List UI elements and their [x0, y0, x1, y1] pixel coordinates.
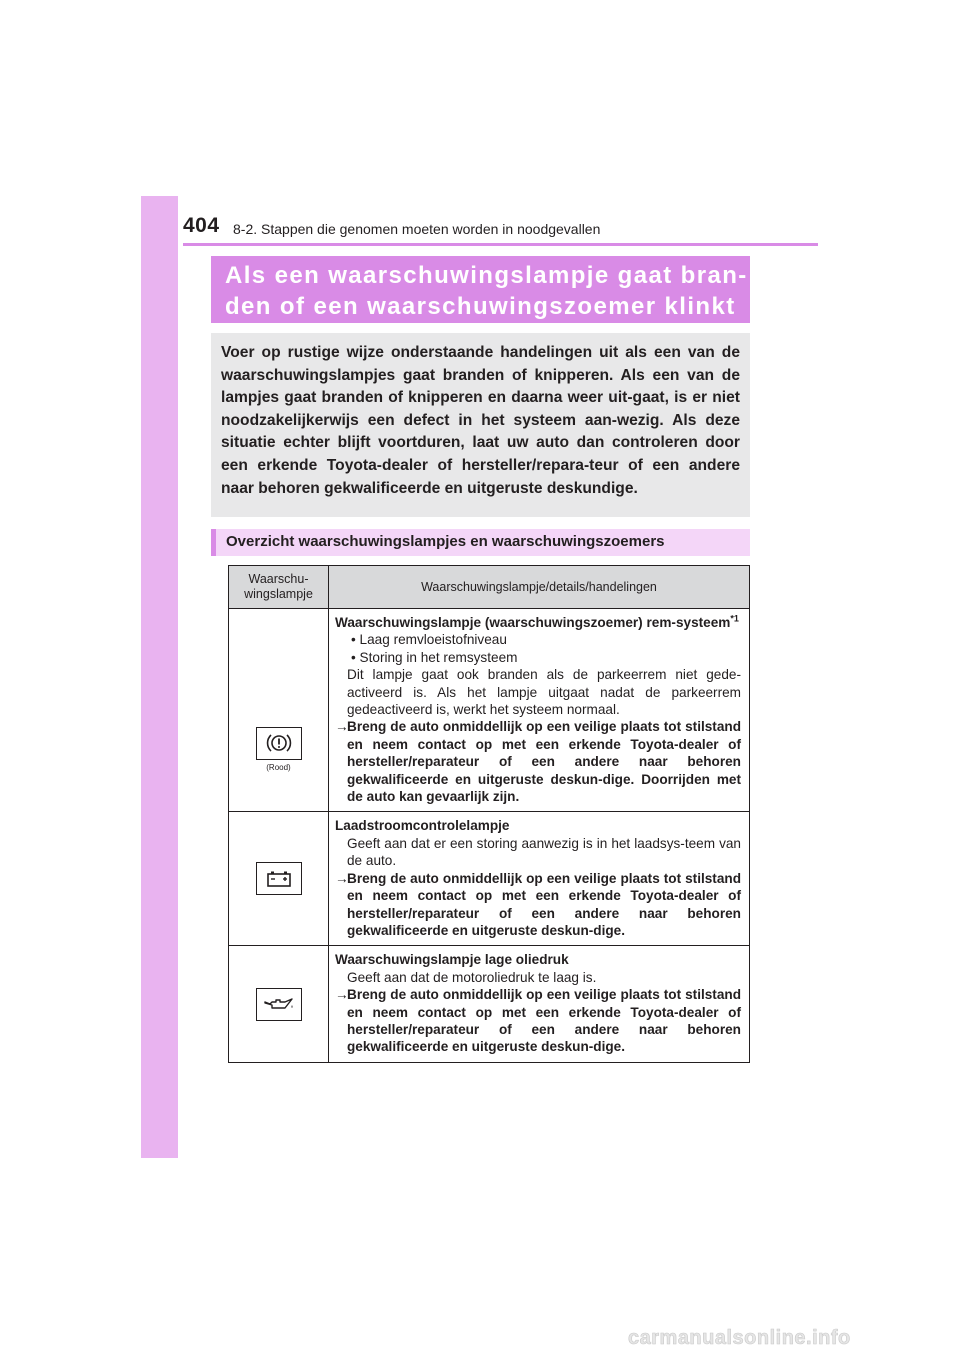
table-row	[229, 812, 750, 946]
bullet-item: Laag remvloeistofniveau	[359, 632, 507, 648]
footnote-marker: *1	[730, 613, 739, 624]
section-heading-line-2: den of een waarschuwingszoemer klinkt	[225, 293, 736, 320]
chapter-side-band	[141, 196, 178, 1158]
lamp-description: Geeft aan dat de motoroliedruk te laag is.	[347, 969, 597, 985]
intro-text: Voer op rustige wijze onderstaande handelingen uit als een van de waarschuwingslampjes gaat branden of knipperen. Als een van de lampjes gaat branden of knipperen en daarna weer uit-gaat, is er niet noodzakelijkerwijs een defect in het systeem aan-wezig. Als deze situatie echter blijft voortduren, laat uw auto dan controleren door een erkende Toyota-dealer of hersteller/repara-teur of een andere naar behoren gekwalificeerde en uitgeruste deskundige.	[221, 344, 740, 497]
brake-warning-icon	[256, 727, 302, 760]
lamp-cell	[229, 812, 329, 946]
lamp-title: Laadstroomcontrolelampje	[335, 818, 510, 834]
column-header-details: Waarschuwingslampje/details/handelingen	[329, 566, 750, 609]
page-number: 404	[183, 214, 220, 237]
lamp-description: Geeft aan dat er een storing aanwezig is in het laadsys-teem van de auto.	[347, 835, 741, 869]
sub-heading: Overzicht waarschuwingslampjes en waarschuwingszoemers	[211, 529, 750, 556]
battery-charge-icon	[256, 862, 302, 895]
svg-text:carmanualsonline.info: carmanualsonline.info	[628, 1327, 851, 1349]
action-text: Breng de auto onmiddellijk op een veilige plaats tot stilstand en neem contact op met een erkende Toyota-dealer of hersteller/reparateur of een andere naar behoren gekwalificeerde en uitgeruste deskun-dige.	[347, 870, 741, 938]
details-cell	[329, 609, 750, 812]
action-text: Breng de auto onmiddellijk op een veilige plaats tot stilstand en neem contact op met een erkende Toyota-dealer of hersteller/reparateur of een andere naar behoren gekwalificeerde en uitgeruste deskun-dige. Doorrijden met de auto kan gevaarlijk zijn.	[347, 719, 741, 805]
table-row	[229, 609, 750, 812]
lamp-description: Dit lampje gaat ook branden als de parkeerrem niet gede-activeerd is. Als het lampje uitgaat nadat de parkeerrem gedeactiveerd is, werkt het systeem normaal.	[347, 667, 741, 718]
header-rule	[183, 243, 818, 246]
section-heading	[211, 256, 750, 323]
details-cell	[329, 812, 750, 946]
action-text: Breng de auto onmiddellijk op een veilige plaats tot stilstand en neem contact op met een erkende Toyota-dealer of hersteller/reparateur of een andere naar behoren gekwalificeerde en uitgeruste deskun-dige.	[347, 987, 741, 1055]
warning-lamp-table	[228, 565, 750, 1063]
arrow-icon: →	[335, 987, 349, 1003]
lamp-cell	[229, 609, 329, 812]
bullet-item: Storing in het remsysteem	[359, 649, 518, 665]
icon-color-note: (Rood)	[266, 762, 291, 772]
details-cell	[329, 946, 750, 1062]
arrow-icon: →	[335, 719, 349, 735]
lamp-cell	[229, 946, 329, 1062]
lamp-title: Waarschuwingslampje lage oliedruk	[335, 952, 569, 968]
section-heading-line-1: Als een waarschuwingslampje gaat bran-	[225, 262, 748, 289]
chapter-title: 8-2. Stappen die genomen moeten worden in noodgevallen	[233, 221, 601, 237]
oil-pressure-icon	[256, 988, 302, 1021]
table-row	[229, 946, 750, 1062]
table-header-row	[229, 566, 750, 609]
bullet-symbol: •	[351, 649, 356, 665]
column-header-lamp: Waarschu-wingslampje	[229, 566, 329, 609]
lamp-title: Waarschuwingslampje (waarschuwingszoemer) rem-systeem	[335, 615, 731, 630]
bullet-symbol: •	[351, 632, 356, 648]
intro-box	[211, 333, 750, 517]
arrow-icon: →	[335, 870, 349, 886]
watermark-logo	[628, 1325, 944, 1349]
